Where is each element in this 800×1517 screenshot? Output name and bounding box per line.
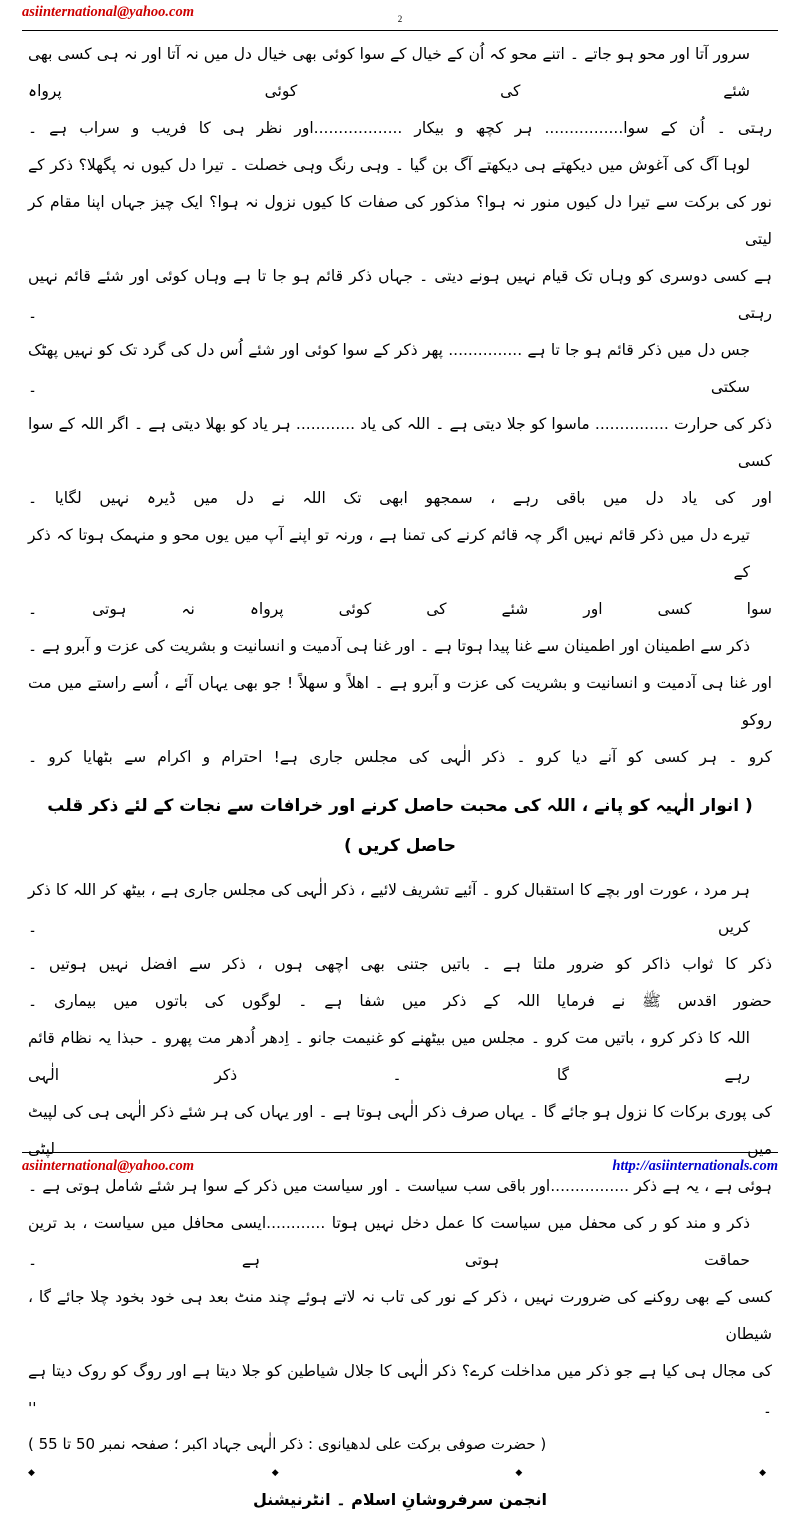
paragraph: کی پوری برکات کا نزول ہو جائے گا ۔ یہاں صرف ذکر الٰہی ہوتا ہے ۔ اور یہاں کی ہر شئے ذکر الٰہی ہی کی لپیٹ میں لپٹی <box>28 1103 772 1158</box>
page-number: 2 <box>397 14 403 24</box>
paragraph: نور کی برکت سے تیرا دل کیوں منور نہ ہوا؟ مذکور کی صفات کا کیوں نزول نہ ہوا؟ ایک چیز جہاں اپنا مقام کر لیتی <box>28 193 772 248</box>
footer-email: asiinternational@yahoo.com <box>22 1158 194 1174</box>
paragraph: جس دل میں ذکر قائم ہو جا تا ہے ............... پھر ذکر کے سوا کوئی اور شئے اُس دل کی گرد تک کو نہیں پھٹک سکتی ۔ <box>28 341 750 396</box>
ornament-divider: ◆ ◆ ◆ ◆ <box>28 1468 772 1478</box>
paragraph: سرور آتا اور محو ہو جاتے ۔ اتنے محو کہ اُن کے خیال کے سوا کوئی بھی خیال دل میں نہ آتا اور نہ ہی کسی بھی شئے کی کوئی پرواہ <box>28 45 750 100</box>
paragraph: اور غنا ہی آدمیت و انسانیت و بشریت کی عزت و آبرو ہے ۔ اھلاً و سھلاً ! جو بھی یہاں آئے ، اُسے راستے میں مت روکو <box>28 674 772 729</box>
footer-divider <box>22 1152 778 1153</box>
paragraph: حضور اقدس ﷺ نے فرمایا اللہ کے ذکر میں شفا ہے ۔ لوگوں کی باتوں میں بیماری ۔ <box>28 992 772 1010</box>
paragraph: لوہا آگ کی آغوش میں دیکھتے ہی دیکھتے آگ بن گیا ۔ وہی رنگ وہی خصلت ۔ تیرا دل کیوں نہ پگھلا؟ ذکر کے <box>28 156 750 174</box>
paragraph: ہر مرد ، عورت اور بچے کا استقبال کرو ۔ آئیے تشریف لائیے ، ذکر الٰہی کی مجلس جاری ہے ، بیٹھ کر اللہ کا ذکر کریں ۔ <box>28 881 750 936</box>
paragraph: کرو ۔ ہر کسی کو آنے دیا کرو ۔ ذکر الٰہی کی مجلس جاری ہے! احترام و اکرام سے بٹھایا کرو ۔ <box>28 748 772 766</box>
header-divider <box>22 30 778 31</box>
paragraph: کی مجال ہی کیا ہے جو ذکر میں مداخلت کرے؟ ذکر الٰہی کا جلال شیاطین کو جلا دیتا ہے اور روگ کو روک دیتا ہے ۔ '' <box>28 1362 772 1417</box>
source-attribution: ( حضرت صوفی برکت علی لدھیانوی : ذکر الٰہی جہاد اکبر ؛ صفحہ نمبر 50 تا 55 ) <box>28 1435 547 1453</box>
document-body <box>28 36 772 1517</box>
organization-name: انجمن سرفروشانِ اسلام ۔ انٹرنیشنل <box>253 1490 547 1509</box>
header-email: asiinternational@yahoo.com <box>22 4 194 20</box>
paragraph: اور کی یاد دل میں باقی رہے ، سمجھو ابھی تک اللہ نے دل میں ڈیرہ نہیں لگایا ۔ <box>28 489 772 507</box>
section-heading: ( انوار الٰہیہ کو پانے ، اللہ کی محبت حاصل کرنے اور خرافات سے نجات کے لئے ذکر قلب حاصل کریں ) <box>47 796 753 856</box>
paragraph: تیرے دل میں ذکر قائم نہیں اگر چہ قائم کرنے کی تمنا ہے ، ورنہ تو اپنے آپ میں یوں محو و منہمک ہوتا کہ ذکر کے <box>28 526 750 581</box>
footer-url[interactable]: http://asiinternationals.com <box>612 1158 778 1174</box>
paragraph: ذکر سے اطمینان اور اطمینان سے غنا پیدا ہوتا ہے ۔ اور غنا ہی آدمیت و انسانیت و بشریت کی عزت و آبرو ہے ۔ <box>28 637 750 655</box>
paragraph: ہوئی ہے ، یہ ہے ذکر ................اور باقی سب سیاست ۔ اور سیاست میں ذکر کے سوا ہر شئے شامل ہوتی ہے ۔ <box>28 1177 772 1195</box>
paragraph: اللہ کا ذکر کرو ، باتیں مت کرو ۔ مجلس میں بیٹھنے کو غنیمت جانو ۔ اِدھر اُدھر مت پھرو ۔ حبذا یہ نظام قائم رہے گا ۔ ذکر الٰہی <box>28 1029 750 1084</box>
paragraph: رہتی ۔ اُن کے سوا................ ہر کچھ و بیکار ..................اور نظر ہی کا فریب و سراب ہے ۔ <box>28 119 772 137</box>
paragraph: ذکر کا ثواب ذاکر کو ضرور ملتا ہے ۔ باتیں جتنی بھی اچھی ہوں ، ذکر سے افضل نہیں ہوتیں ۔ <box>28 955 772 973</box>
paragraph: سوا کسی اور شئے کی کوئی پرواہ نہ ہوتی ۔ <box>28 600 772 618</box>
paragraph: کسی کے بھی روکنے کی ضرورت نہیں ، ذکر کے نور کی تاب نہ لاتے ہوئے چند منٹ بعد ہی خود بخود چلا جائے گا ، شیطان <box>28 1288 772 1343</box>
paragraph: ذکر و مند کو ر کی محفل میں سیاست کا عمل دخل نہیں ہوتا ............ایسی محافل میں سیاست ، بد ترین حماقت ہوتی ہے ۔ <box>28 1214 750 1269</box>
paragraph: ہے کسی دوسری کو وہاں تک قیام نہیں ہونے دیتی ۔ جہاں ذکر قائم ہو جا تا ہے وہاں کوئی اور شئے قائم نہیں رہتی ۔ <box>28 267 772 322</box>
paragraph: ذکر کی حرارت ............... ماسوا کو جلا دیتی ہے ۔ اللہ کی یاد ............ ہر یاد کو بھلا دیتی ہے ۔ اگر اللہ کے سوا کسی <box>28 415 772 470</box>
